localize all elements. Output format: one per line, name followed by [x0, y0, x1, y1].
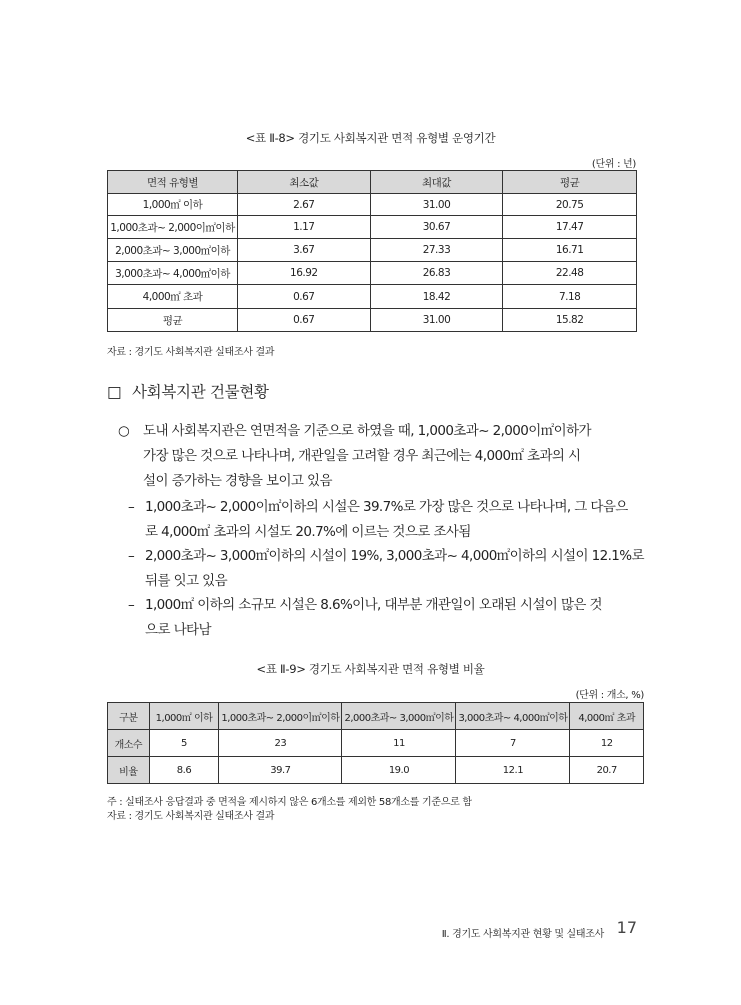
table2-header-row: [108, 703, 644, 730]
table-cell: 16.71: [503, 239, 637, 262]
table-cell: 4,000㎡ 초과: [108, 285, 238, 309]
section-title: 사회복지관 건물현황: [132, 383, 269, 401]
section-bullet: □: [107, 383, 122, 401]
table2-header-cell: 3,000초과~ 4,000㎡이하: [456, 703, 570, 730]
table-row: [108, 194, 637, 216]
table2-row-label: 개소수: [108, 730, 150, 757]
paragraph-line: 으로 나타남: [145, 622, 211, 638]
table1-header-cell: 최소값: [237, 171, 370, 194]
table-cell: 2,000초과~ 3,000㎡이하: [108, 239, 238, 262]
paragraph-line: 설이 증가하는 경향을 보이고 있음: [143, 473, 332, 489]
table-cell: 15.82: [503, 309, 637, 332]
table-cell: 1,000㎡ 이하: [108, 194, 238, 216]
table2-source: 자료 : 경기도 사회복지관 실태조사 결과: [107, 811, 275, 822]
table-cell: 20.75: [503, 194, 637, 216]
paragraph-line: 1,000㎡ 이하의 소규모 시설은 8.6%이나, 대부분 개관일이 오래된 시설이 많은 것: [145, 597, 602, 613]
table2-header-cell: 4,000㎡ 초과: [570, 703, 644, 730]
table2-caption: <표 Ⅱ-9> 경기도 사회복지관 면적 유형별 비율: [256, 662, 485, 676]
table-cell: 27.33: [370, 239, 503, 262]
table-row: [108, 285, 637, 309]
table-row: [108, 309, 637, 332]
table-row: [108, 216, 637, 239]
table-cell: 0.67: [237, 309, 370, 332]
table-cell: 2.67: [237, 194, 370, 216]
table-cell: 12: [570, 730, 644, 757]
table1-unit: (단위 : 년): [591, 159, 636, 170]
table2-row-label: 비율: [108, 757, 150, 784]
table-cell: 3.67: [237, 239, 370, 262]
paragraph-line: 도내 사회복지관은 연면적을 기준으로 하였을 때, 1,000초과~ 2,000이㎡이하가: [143, 423, 591, 439]
table-cell: 31.00: [370, 309, 503, 332]
table-cell: 7.18: [503, 285, 637, 309]
paragraph-line: 뒤를 잇고 있음: [145, 573, 228, 589]
table2-header-cell: 2,000초과~ 3,000㎡이하: [342, 703, 456, 730]
table-cell: 26.83: [370, 262, 503, 285]
main-paragraph: [143, 419, 643, 494]
table-row: [108, 262, 637, 285]
table-cell: 16.92: [237, 262, 370, 285]
sub-dash: –: [128, 499, 135, 515]
sub-item: [145, 593, 640, 643]
table-cell: 22.48: [503, 262, 637, 285]
table1-source: 자료 : 경기도 사회복지관 실태조사 결과: [107, 347, 275, 358]
table1: [107, 170, 637, 332]
table-cell: 31.00: [370, 194, 503, 216]
main-bullet: ○: [118, 423, 130, 439]
page-number: 17: [616, 918, 637, 937]
table-row: [108, 730, 644, 757]
paragraph-line: 로 4,000㎡ 초과의 시설도 20.7%에 이르는 것으로 조사됨: [145, 524, 471, 540]
table-cell: 평균: [108, 309, 238, 332]
table-row: [108, 757, 644, 784]
table2-header-cell: 1,000㎡ 이하: [149, 703, 219, 730]
sub-item: [145, 544, 644, 594]
table-cell: 8.6: [149, 757, 219, 784]
table1-header-cell: 면적 유형별: [108, 171, 238, 194]
table1-caption: <표 Ⅱ-8> 경기도 사회복지관 면적 유형별 운영기간: [245, 131, 496, 145]
table-cell: 0.67: [237, 285, 370, 309]
table-cell: 17.47: [503, 216, 637, 239]
table2: [107, 702, 644, 784]
table-cell: 18.42: [370, 285, 503, 309]
table-cell: 5: [149, 730, 219, 757]
table1-header-cell: 최대값: [370, 171, 503, 194]
sub-item: [145, 495, 640, 545]
running-title: Ⅱ. 경기도 사회복지관 현황 및 실태조사: [441, 929, 604, 940]
table1-header-row: [108, 171, 637, 194]
paragraph-line: 가장 많은 것으로 나타나며, 개관일을 고려할 경우 최근에는 4,000㎡ 초과의 시: [143, 448, 581, 464]
table-cell: 7: [456, 730, 570, 757]
paragraph-line: 2,000초과~ 3,000㎡이하의 시설이 19%, 3,000초과~ 4,000㎡이하의 시설이 12.1%로: [145, 548, 644, 564]
table-cell: 3,000초과~ 4,000㎡이하: [108, 262, 238, 285]
table1-header-cell: 평균: [503, 171, 637, 194]
table2-note: 주 : 실태조사 응답결과 중 면적을 제시하지 않은 6개소를 제외한 58개소를 기준으로 함: [107, 797, 472, 808]
section-heading: [107, 380, 269, 402]
table-cell: 12.1: [456, 757, 570, 784]
table-cell: 20.7: [570, 757, 644, 784]
sub-dash: –: [128, 548, 135, 564]
table2-header-cell: 1,000초과~ 2,000이㎡이하: [219, 703, 342, 730]
table2-unit: (단위 : 개소, %): [575, 690, 644, 701]
sub-dash: –: [128, 597, 135, 613]
table-cell: 30.67: [370, 216, 503, 239]
table-row: [108, 239, 637, 262]
table-cell: 19.0: [342, 757, 456, 784]
table-cell: 1,000초과~ 2,000이㎡이하: [108, 216, 238, 239]
paragraph-line: 1,000초과~ 2,000이㎡이하의 시설은 39.7%로 가장 많은 것으로 나타나며, 그 다음으: [145, 499, 628, 515]
table-cell: 39.7: [219, 757, 342, 784]
table-cell: 11: [342, 730, 456, 757]
table2-header-cell: 구분: [108, 703, 150, 730]
table-cell: 1.17: [237, 216, 370, 239]
table-cell: 23: [219, 730, 342, 757]
